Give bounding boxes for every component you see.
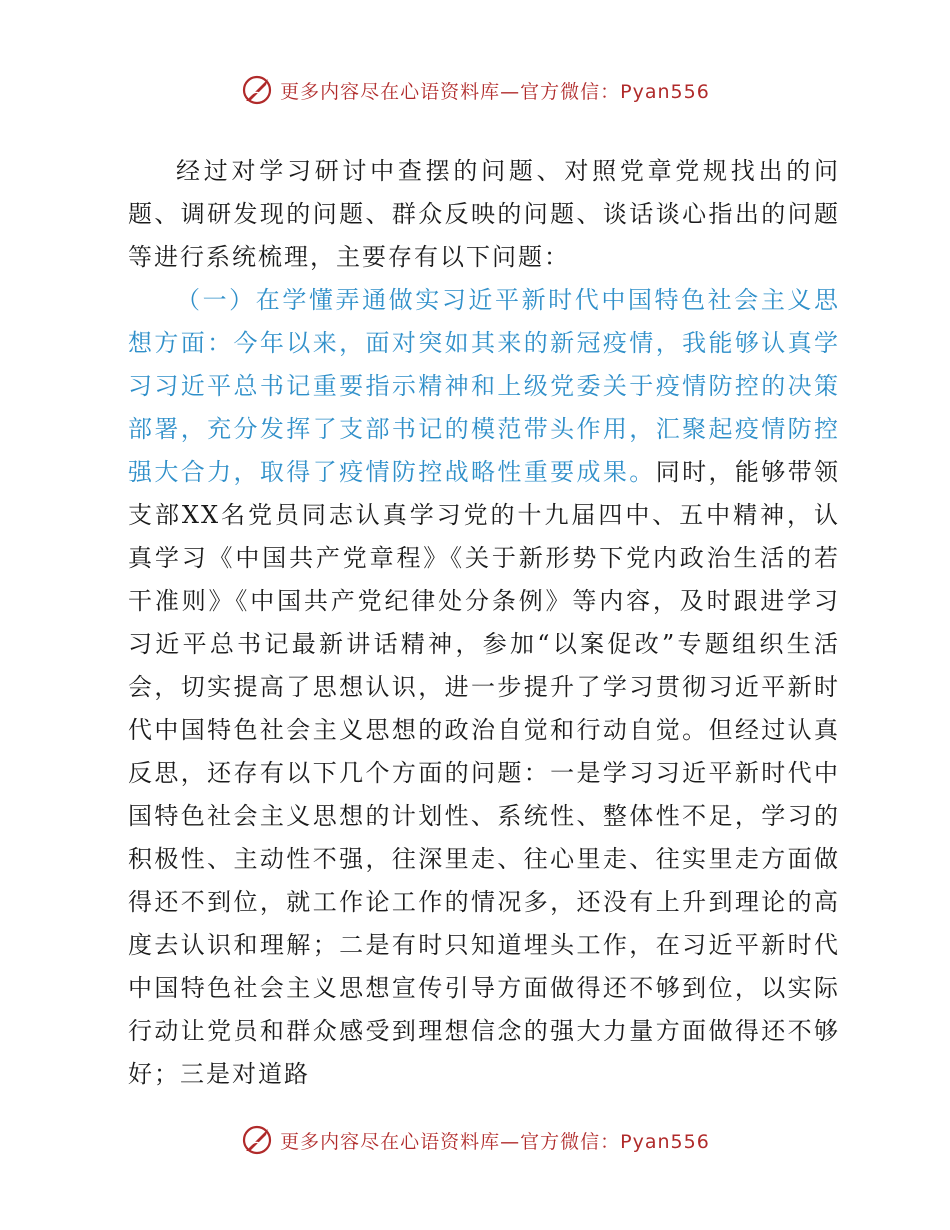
section-1-body-text: 同时，能够带领支部XX名党员同志认真学习党的十九届四中、五中精神，认真学习《中国共产党章程》《关于新形势下党内政治生活的若干准则》《中国共产党纪律处分条例》等内容，及时跟进学习习近平总书记最新讲话精神，参加“以案促改”专题组织生活会，切实提高了思想认识，进一步提升了学习贯彻习近平新时代中国特色社会主义思想的政治自觉和行动自觉。但经过认真反思，还存有以下几个方面的问题：一是学习习近平新时代中国特色社会主义思想的计划性、系统性、整体性不足，学习的积极性、主动性不强，往深里走、往心里走、往实里走方面做得还不到位，就工作论工作的情况多，还没有上升到理论的高度去认识和理解；二是有时只知道埋头工作，在习近平新时代中国特色社会主义思想宣传引导方面做得还不够到位，以实际行动让党员和群众感受到理想信念的强大力量方面做得还不够好；三是对道路 [128,458,841,1088]
section-1-paragraph [128,279,840,1096]
watermark-text: 更多内容尽在心语资料库—官方微信：Pyan556 [280,80,710,103]
header-watermark [0,70,950,110]
intro-paragraph: 经过对学习研讨中查摆的问题、对照党章党规找出的问题、调研发现的问题、群众反映的问题、谈话谈心指出的问题等进行系统梳理，主要存有以下问题： [128,157,840,271]
document-body [128,150,840,1096]
section-1-highlighted-text: （一）在学懂弄通做实习近平新时代中国特色社会主义思想方面：今年以来，面对突如其来的新冠疫情，我能够认真学习习近平总书记重要指示精神和上级党委关于疫情防控的决策部署，充分发挥了支部书记的模范带头作用，汇聚起疫情防控强大合力，取得了疫情防控战略性重要成果。 [128,286,840,486]
watermark-text: 更多内容尽在心语资料库—官方微信：Pyan556 [280,1130,710,1153]
footer-watermark [0,1120,950,1160]
pen-logo-icon [240,73,274,107]
pen-logo-icon [240,1123,274,1157]
